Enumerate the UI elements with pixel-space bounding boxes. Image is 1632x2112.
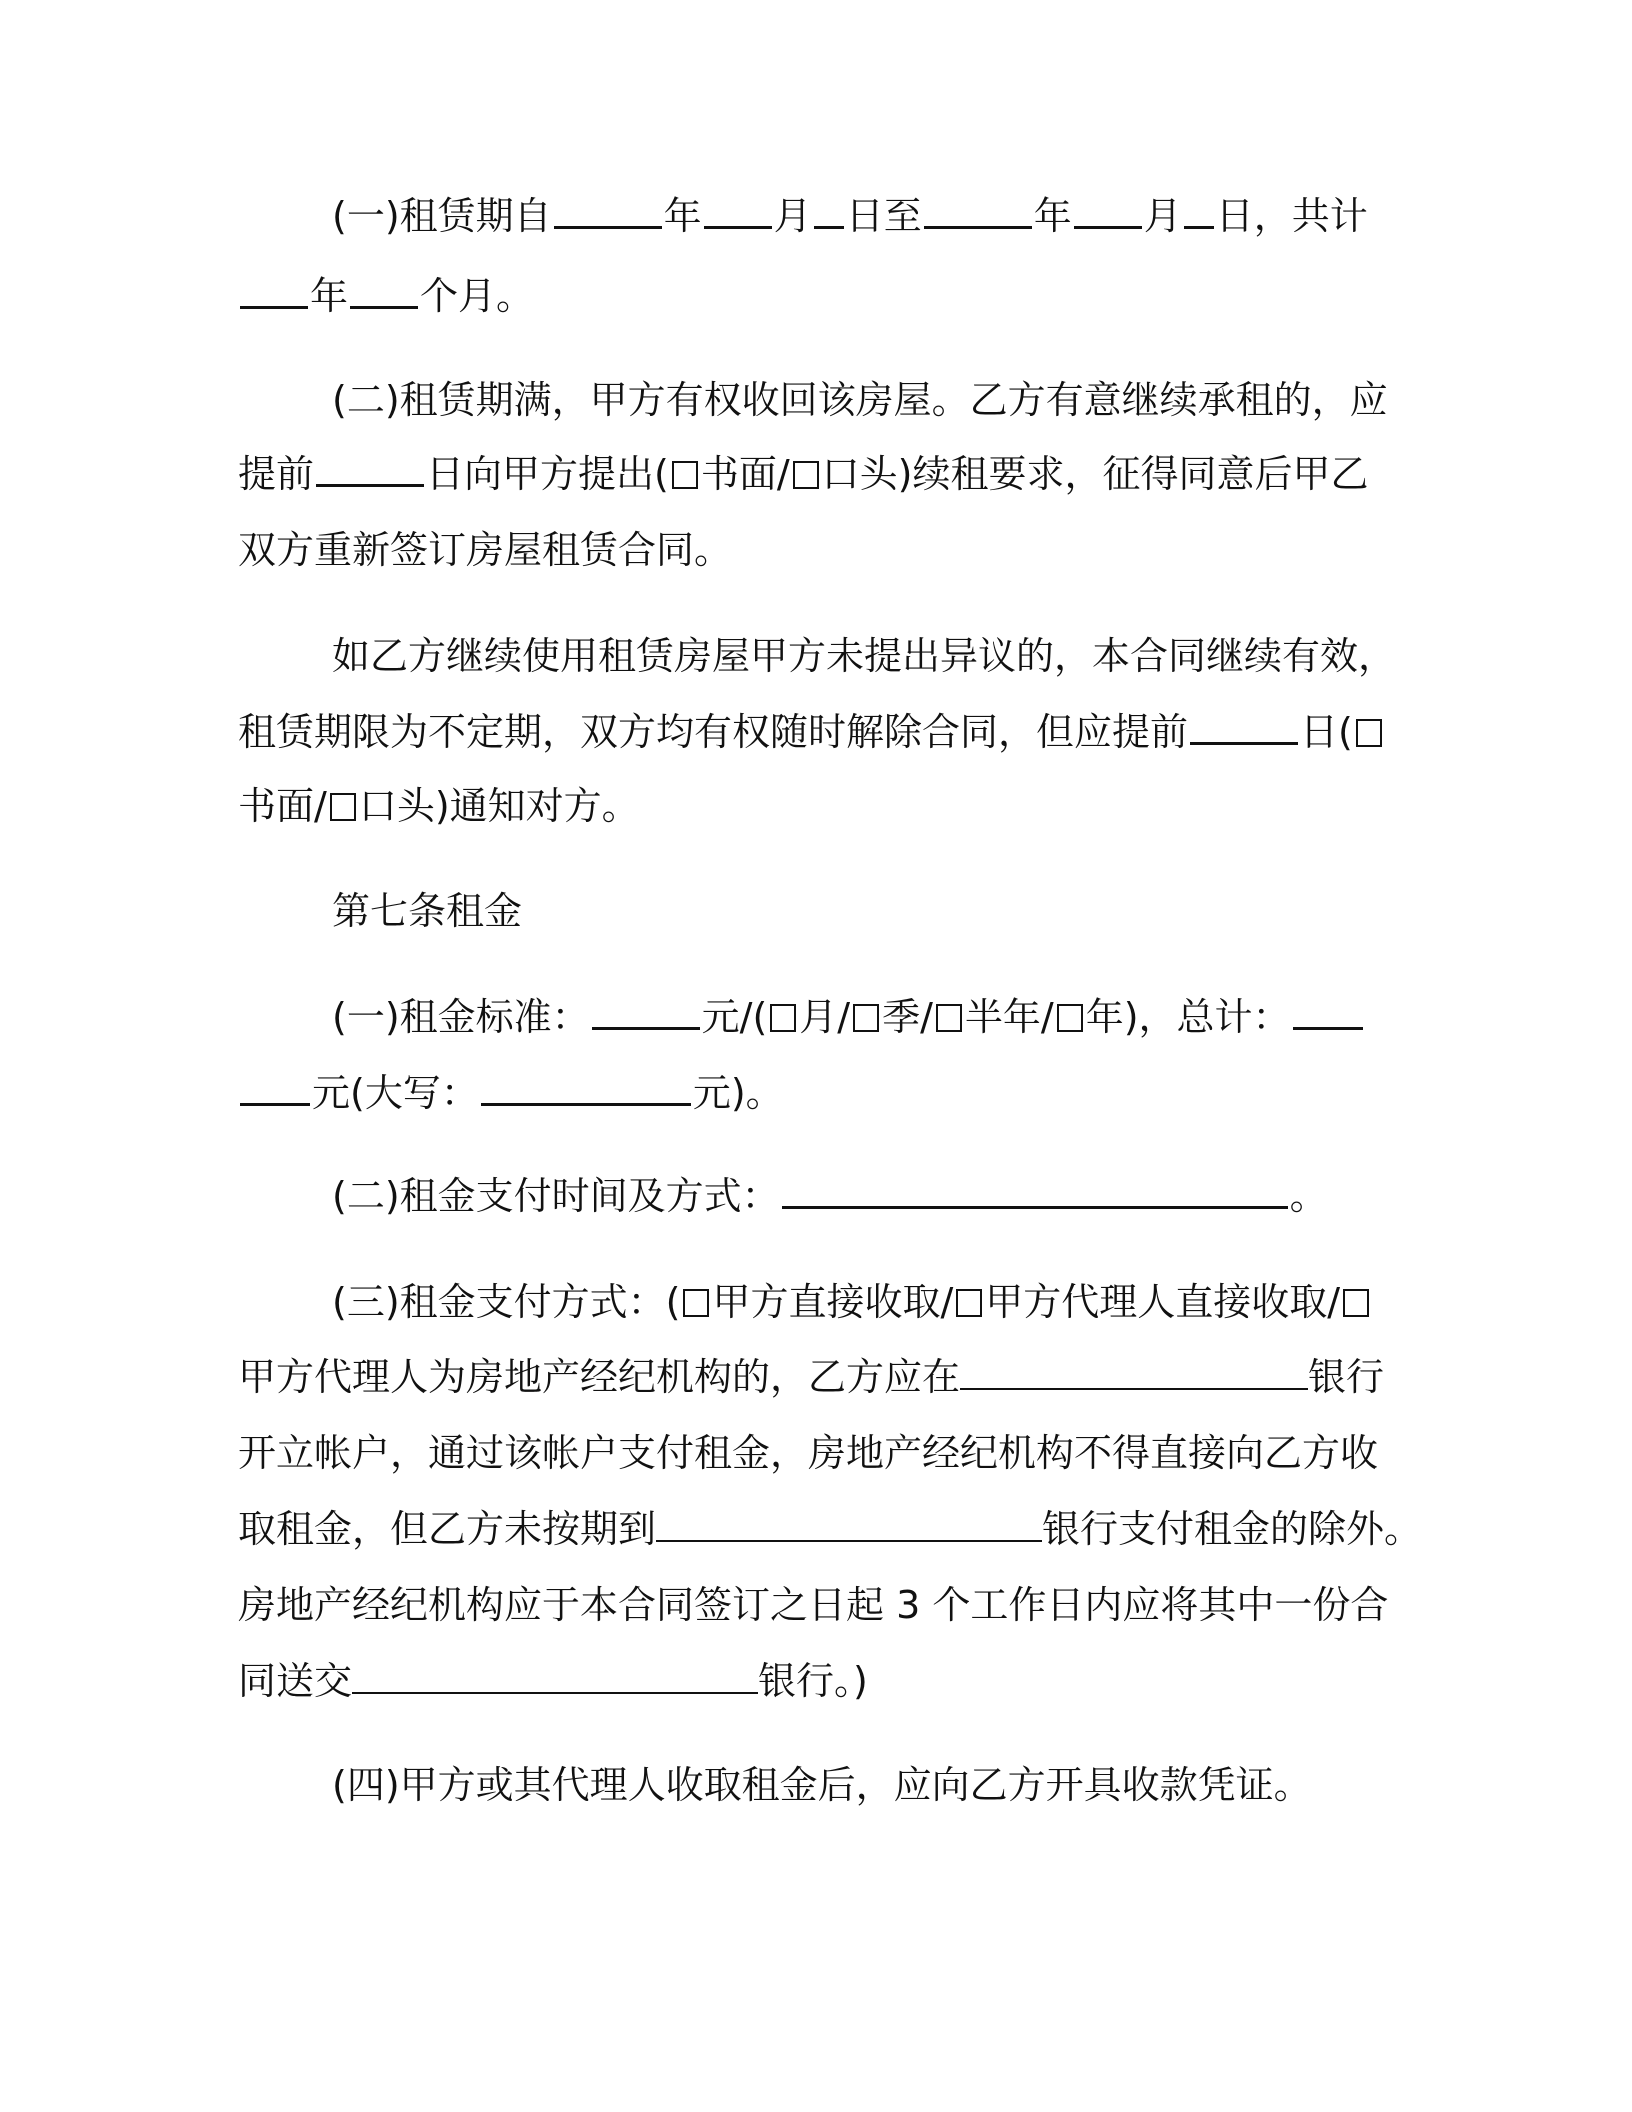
text: 房地产经纪机构应于本合同签订之日起 3 个工作日内应将其中一份合	[238, 1583, 1389, 1627]
text: 取租金，但乙方未按期到	[238, 1507, 657, 1551]
blank-total-part-1	[1293, 993, 1363, 1030]
payment-method-line-1	[332, 1277, 1372, 1327]
text: 年	[1033, 194, 1072, 238]
text: 银行	[1308, 1355, 1385, 1399]
indefinite-line-3	[238, 781, 640, 831]
lease-term-line-1	[332, 191, 1368, 241]
checkbox-year	[1057, 1004, 1083, 1032]
renewal-line-1	[332, 375, 1388, 425]
checkbox-written	[1356, 719, 1382, 747]
checkbox-month	[770, 1004, 796, 1032]
text: (二)租金支付时间及方式：	[332, 1174, 780, 1218]
text: 。	[1289, 1174, 1328, 1218]
blank-payment-time	[782, 1172, 1288, 1209]
text: 元)。	[692, 1071, 784, 1115]
checkbox-agent-direct	[956, 1289, 982, 1317]
blank-total-part-2	[240, 1069, 310, 1106]
payment-method-line-4	[238, 1504, 1422, 1554]
text: 日，共计	[1215, 194, 1368, 238]
checkbox-quarter	[853, 1004, 879, 1032]
checkbox-oral	[330, 793, 356, 821]
text: 提前	[238, 452, 315, 496]
rent-standard-line-1	[332, 992, 1365, 1042]
text: 年	[310, 274, 349, 318]
text: (一)租金标准：	[332, 995, 590, 1039]
rent-standard-line-2	[238, 1068, 784, 1118]
text: 双方重新签订房屋租赁合同。	[238, 528, 733, 572]
text: (一)租赁期自	[332, 194, 552, 238]
blank-total-months	[350, 272, 418, 309]
checkbox-written	[672, 461, 698, 489]
text: 如乙方继续使用租赁房屋甲方未提出异议的，本合同继续有效，	[332, 634, 1397, 678]
blank-end-month	[1074, 192, 1142, 229]
text: 个月。	[420, 274, 535, 318]
blank-total-years	[240, 272, 308, 309]
payment-time-line	[332, 1171, 1328, 1221]
blank-termination-days	[1190, 708, 1298, 745]
text: 日至	[845, 194, 922, 238]
text: 季/	[882, 995, 933, 1039]
payment-method-line-3	[238, 1428, 1378, 1478]
text: 甲方直接收取/	[712, 1280, 954, 1324]
blank-start-day	[814, 192, 844, 229]
renewal-line-2	[238, 449, 1368, 499]
checkbox-half-year	[936, 1004, 962, 1032]
text: 书面/	[700, 452, 790, 496]
indefinite-line-1	[332, 631, 1396, 681]
text: 元(大写：	[312, 1071, 479, 1115]
checkbox-oral	[793, 461, 819, 489]
text: 书面/	[238, 784, 327, 828]
text: 月/	[799, 995, 851, 1039]
text: 第七条租金	[332, 889, 523, 933]
text: 同送交	[238, 1659, 353, 1703]
blank-notice-days	[316, 450, 424, 487]
blank-bank-name-2	[656, 1506, 1042, 1542]
blank-total-in-words	[481, 1069, 691, 1106]
payment-method-line-2	[238, 1352, 1384, 1402]
blank-start-month	[704, 192, 772, 229]
payment-method-line-5	[238, 1580, 1388, 1630]
section-heading-rent	[332, 886, 522, 936]
text: (二)租赁期满，甲方有权收回该房屋。乙方有意继续承租的，应	[332, 378, 1388, 422]
indefinite-line-2	[238, 707, 1385, 757]
text: 年	[663, 194, 702, 238]
text: 开立帐户，通过该帐户支付租金，房地产经纪机构不得直接向乙方收	[238, 1431, 1379, 1475]
checkbox-agency	[1343, 1289, 1369, 1317]
text: 元/(	[701, 995, 768, 1039]
text: 日(	[1300, 710, 1353, 754]
text: 月	[773, 194, 812, 238]
text: 口头)通知对方。	[358, 784, 640, 828]
blank-start-year	[554, 192, 662, 229]
text: (三)租金支付方式：(	[332, 1280, 681, 1324]
text: 银行支付租金的除外。	[1042, 1507, 1423, 1551]
text: 半年/	[964, 995, 1054, 1039]
text: 甲方代理人直接收取/	[985, 1280, 1341, 1324]
text: 年)，总计：	[1085, 995, 1291, 1039]
payment-method-line-6	[238, 1656, 868, 1706]
blank-rent-amount	[592, 993, 700, 1030]
text: 租赁期限为不定期，双方均有权随时解除合同，但应提前	[238, 710, 1189, 754]
text: 银行。)	[758, 1659, 868, 1703]
text: 口头)续租要求，征得同意后甲乙	[821, 452, 1369, 496]
blank-end-year	[924, 192, 1032, 229]
text: (四)甲方或其代理人收取租金后，应向乙方开具收款凭证。	[332, 1763, 1312, 1807]
blank-end-day	[1184, 192, 1214, 229]
renewal-line-3	[238, 525, 732, 575]
blank-bank-name-3	[352, 1658, 758, 1694]
text: 日向甲方提出(	[426, 452, 669, 496]
text: 甲方代理人为房地产经纪机构的，乙方应在	[238, 1355, 961, 1399]
blank-bank-name-1	[960, 1354, 1308, 1390]
receipt-line	[332, 1760, 1312, 1810]
text: 月	[1143, 194, 1182, 238]
checkbox-landlord-direct	[683, 1289, 709, 1317]
lease-term-line-2	[238, 271, 534, 321]
